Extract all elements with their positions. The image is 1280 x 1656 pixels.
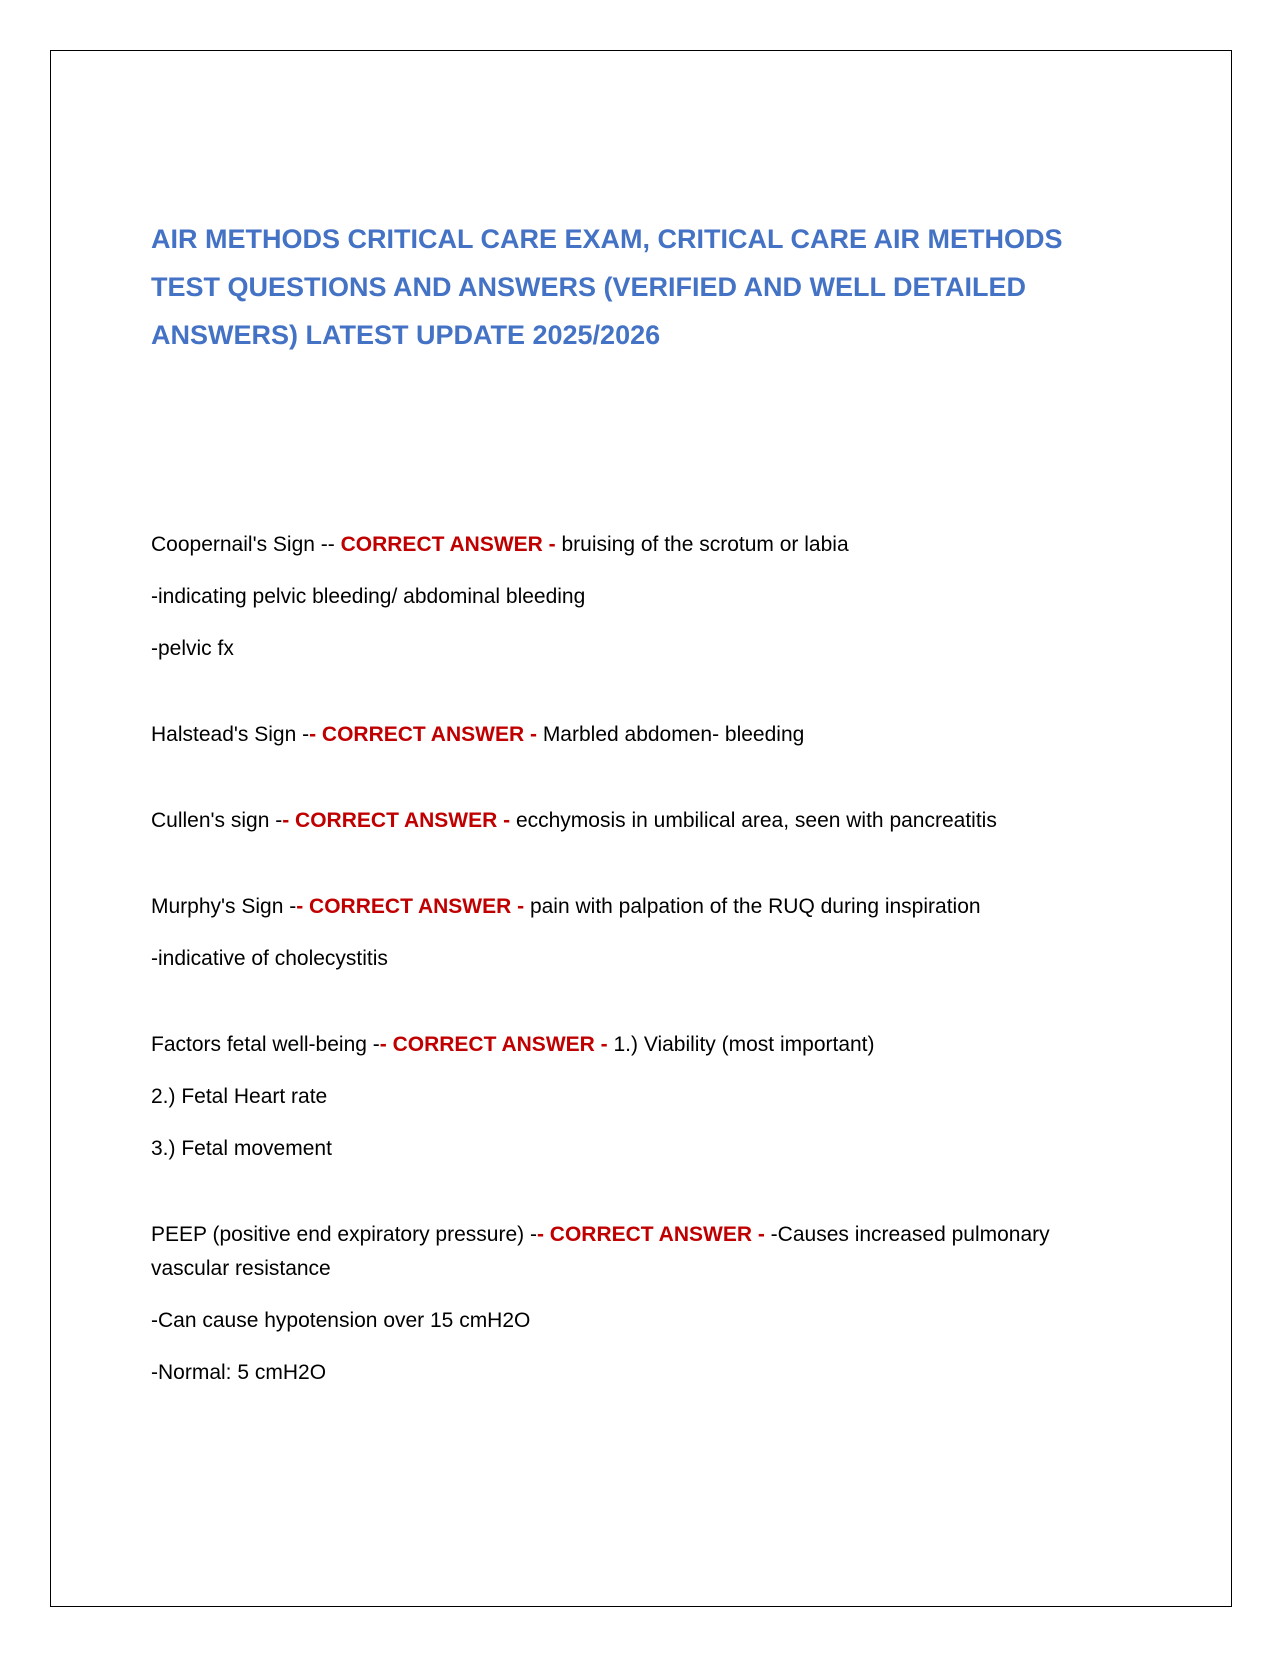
qa-item-coopernails-sign	[151, 528, 1111, 666]
qa-answer-line: 3.) Fetal movement	[151, 1137, 332, 1160]
qa-term: Factors fetal well-being -	[151, 1033, 380, 1056]
qa-answer-line: 2.) Fetal Heart rate	[151, 1085, 328, 1108]
qa-term: Cullen's sign -	[151, 809, 283, 832]
qa-question-line	[151, 1028, 1111, 1062]
qa-answer: ecchymosis in umbilical area, seen with pancreatitis	[515, 809, 997, 832]
title-line-2: TEST QUESTIONS AND ANSWERS (VERIFIED AND WELL DETAILED	[151, 272, 1027, 302]
document-title	[151, 215, 1141, 359]
qa-answer-line: -Normal: 5 cmH2O	[151, 1361, 327, 1384]
qa-answer: Marbled abdomen- bleeding	[542, 723, 805, 746]
qa-item-cullens-sign	[151, 804, 1111, 838]
correct-answer-tag: - CORRECT ANSWER -	[309, 723, 543, 746]
qa-list	[151, 528, 1111, 1442]
qa-answer-line: -pelvic fx	[151, 637, 234, 660]
qa-term: Murphy's Sign -	[151, 895, 297, 918]
qa-answer: bruising of the scrotum or labia	[561, 533, 849, 556]
correct-answer-tag: - CORRECT ANSWER -	[379, 1033, 614, 1056]
title-line-3: ANSWERS) LATEST UPDATE 2025/2026	[151, 320, 661, 350]
qa-question-line	[151, 718, 1111, 752]
qa-question-line	[151, 804, 1111, 838]
qa-answer-line: -indicating pelvic bleeding/ abdominal bleeding	[151, 585, 586, 608]
qa-answer: 1.) Viability (most important)	[613, 1033, 875, 1056]
qa-answer: pain with palpation of the RUQ during inspiration	[529, 895, 981, 918]
qa-item-murphys-sign	[151, 890, 1111, 976]
qa-item-fetal-well-being	[151, 1028, 1111, 1166]
correct-answer-tag: CORRECT ANSWER -	[334, 533, 562, 556]
qa-item-peep	[151, 1218, 1111, 1390]
correct-answer-tag: - CORRECT ANSWER -	[296, 895, 530, 918]
correct-answer-tag: - CORRECT ANSWER -	[536, 1223, 771, 1246]
qa-answer: -Causes increased pulmonary vascular resistance	[151, 1223, 1050, 1280]
qa-answer-line: -indicative of cholecystitis	[151, 947, 388, 970]
qa-term: Coopernail's Sign --	[151, 533, 335, 556]
qa-item-halsteads-sign	[151, 718, 1111, 752]
qa-question-line	[151, 1218, 1111, 1286]
qa-question-line	[151, 528, 1111, 562]
qa-question-line	[151, 890, 1111, 924]
qa-term: PEEP (positive end expiratory pressure) -	[151, 1223, 537, 1246]
title-line-1: AIR METHODS CRITICAL CARE EXAM, CRITICAL CARE AIR METHODS	[151, 224, 1063, 254]
qa-answer-line: -Can cause hypotension over 15 cmH2O	[151, 1309, 531, 1332]
qa-term: Halstead's Sign -	[151, 723, 310, 746]
correct-answer-tag: - CORRECT ANSWER -	[282, 809, 516, 832]
